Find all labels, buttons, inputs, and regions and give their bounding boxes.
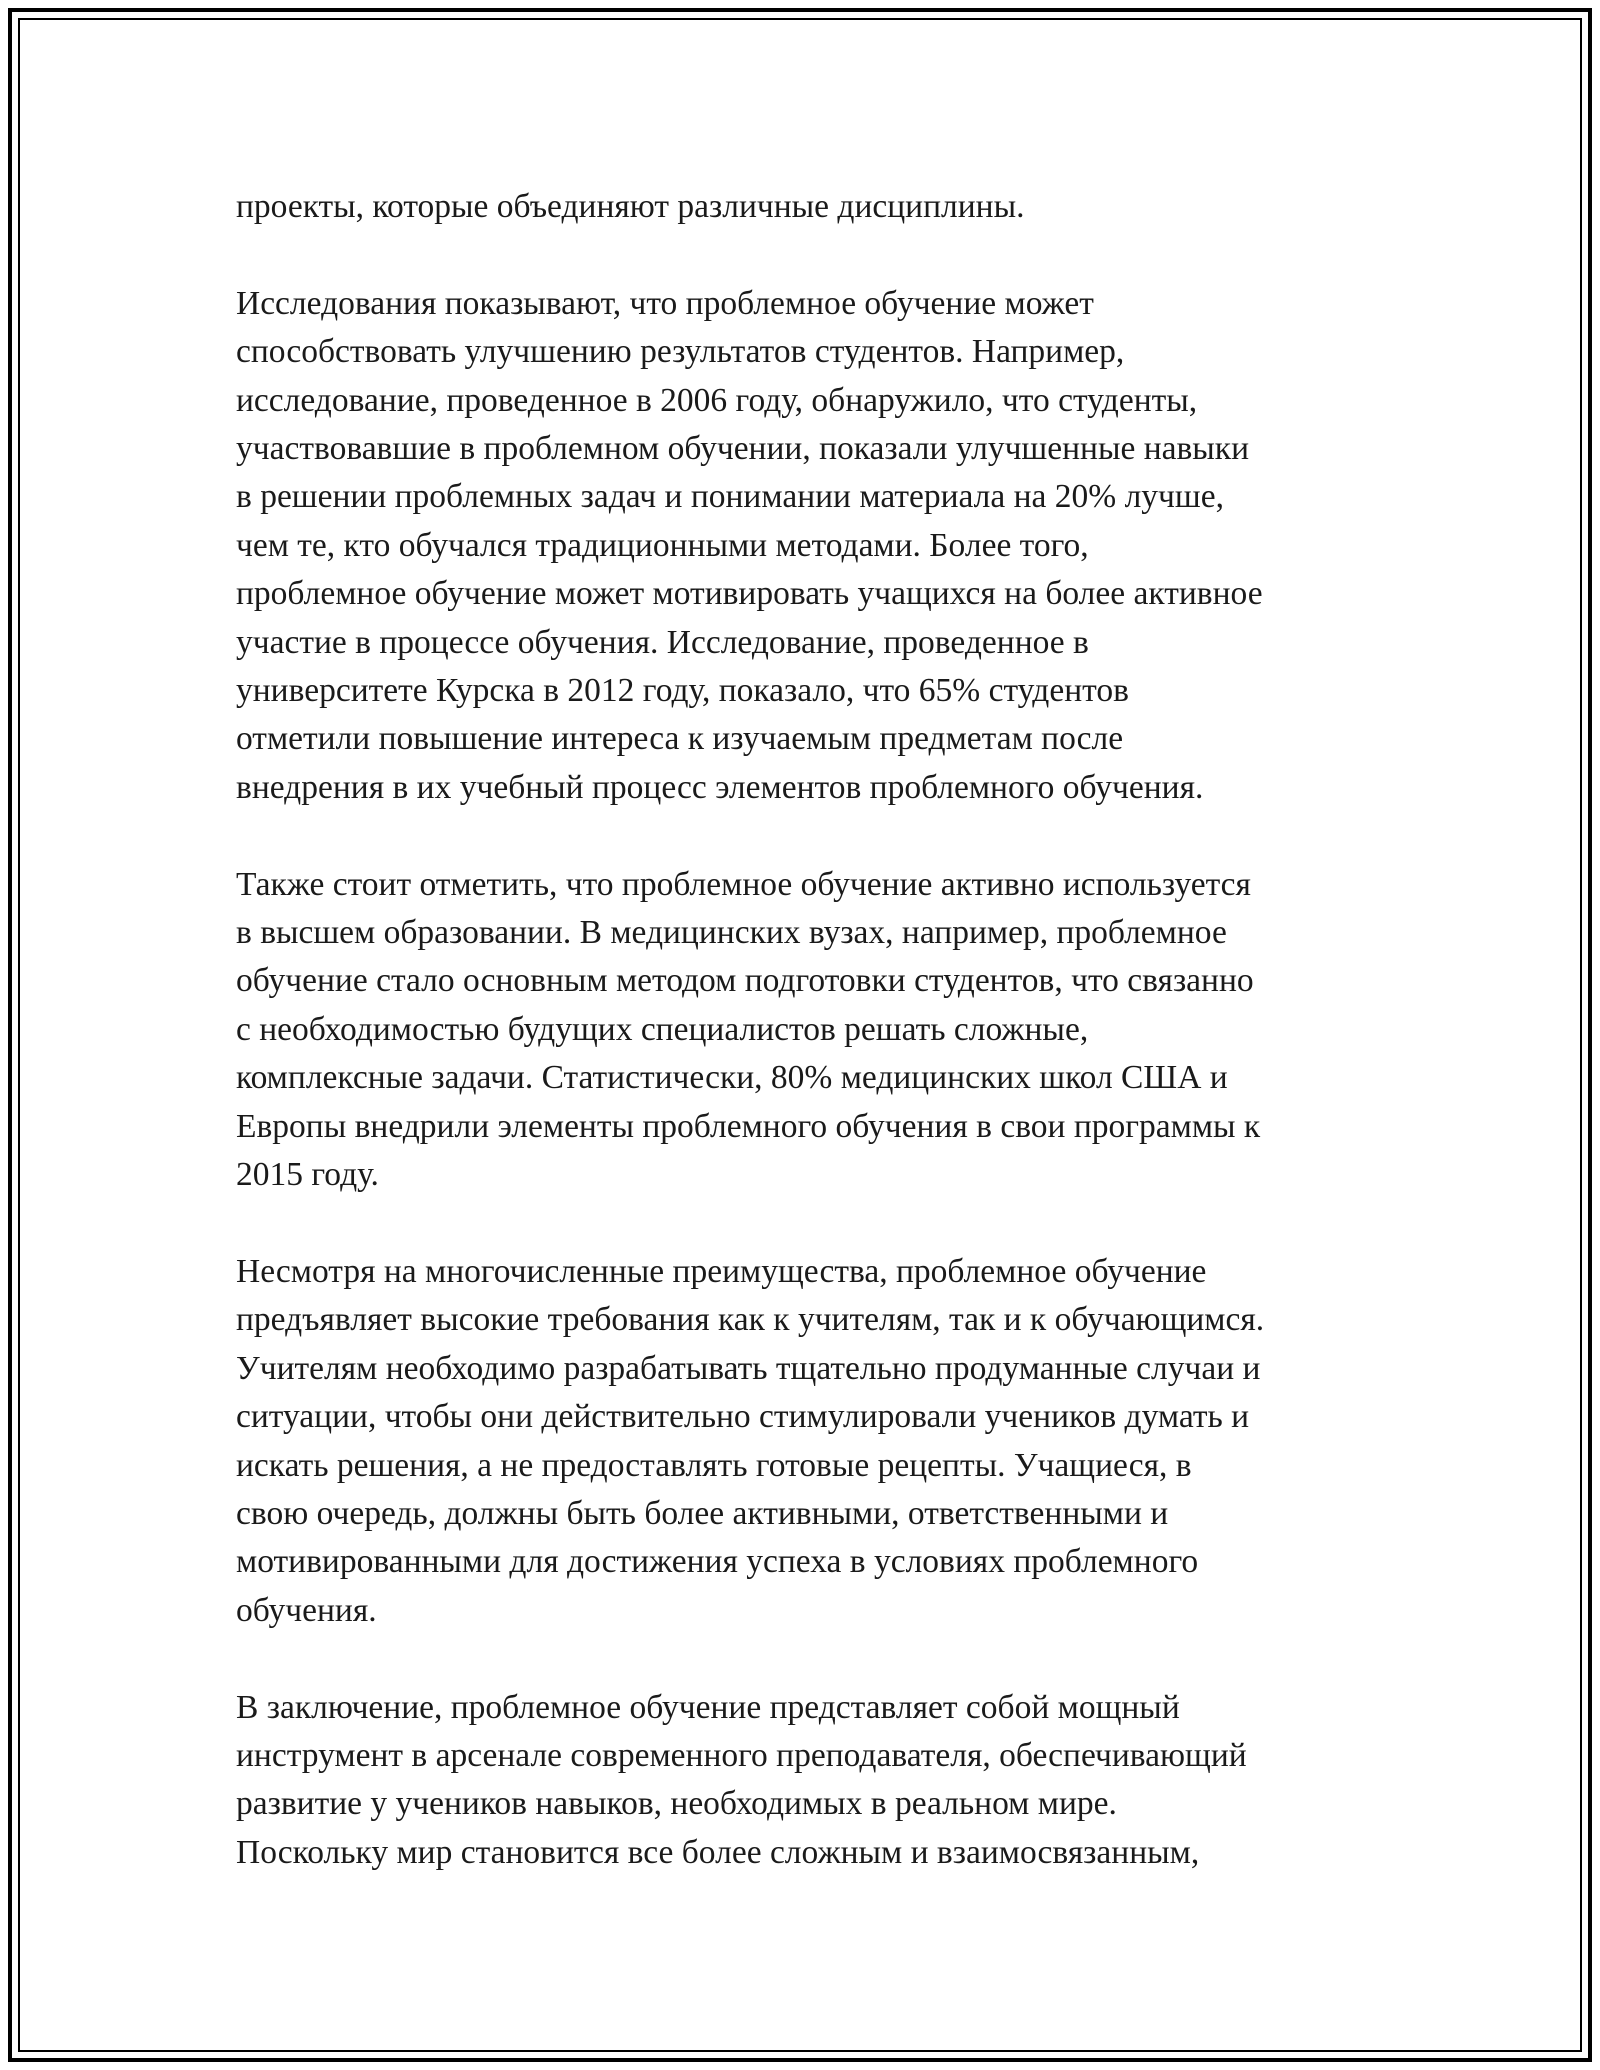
text-line: внедрения в их учебный процесс элементов проблемного обучения. [236,768,1204,806]
text-line: исследование, проведенное в 2006 году, обнаружило, что студенты, [236,381,1198,419]
text-line: 2015 году. [236,1156,379,1194]
text-line: Поскольку мир становится все более сложным и взаимосвязанным, [236,1833,1200,1871]
text-line: Европы внедрили элементы проблемного обучения в свои программы к [236,1107,1261,1145]
text-line: Также стоит отметить, что проблемное обучение активно используется [236,865,1251,903]
paragraph-4 [236,1248,1386,1635]
text-line: предъявляет высокие требования как к учителям, так и к обучающимся. [236,1301,1265,1339]
paragraph-2 [236,280,1386,812]
text-line: обучения. [236,1591,377,1629]
text-line: участие в процессе обучения. Исследование, проведенное в [236,623,1089,661]
paragraph-1 [236,183,1386,231]
text-line: свою очередь, должны быть более активными, ответственными и [236,1494,1169,1532]
text-line: развитие у учеников навыков, необходимых в реальном мире. [236,1785,1117,1823]
text-line: в высшем образовании. В медицинских вузах, например, проблемное [236,914,1227,952]
text-line: мотивированными для достижения успеха в условиях проблемного [236,1543,1199,1581]
text-line: ситуации, чтобы они действительно стимулировали учеников думать и [236,1398,1250,1436]
text-line: Несмотря на многочисленные преимущества, проблемное обучение [236,1252,1207,1290]
text-line: В заключение, проблемное обучение представляет собой мощный [236,1688,1180,1726]
document-body [236,183,1386,1926]
text-line: обучение стало основным методом подготовки студентов, что связанно [236,962,1254,1000]
text-line: с необходимостью будущих специалистов решать сложные, [236,1010,1089,1048]
text-line: инструмент в арсенале современного преподавателя, обеспечивающий [236,1736,1247,1774]
text-line: Исследования показывают, что проблемное обучение может [236,284,1094,322]
text-line: Учителям необходимо разрабатывать тщательно продуманные случаи и [236,1349,1261,1387]
text-line: комплексные задачи. Статистически, 80% медицинских школ США и [236,1059,1228,1097]
text-line: проекты, которые объединяют различные дисциплины. [236,188,1025,225]
text-line: искать решения, а не предоставлять готовые рецепты. Учащиеся, в [236,1446,1192,1484]
text-line: отметили повышение интереса к изучаемым предметам после [236,720,1124,758]
text-line: способствовать улучшению результатов студентов. Например, [236,333,1125,371]
text-line: в решении проблемных задач и понимании материала на 20% лучше, [236,478,1224,516]
paragraph-5 [236,1684,1386,1878]
paragraph-3 [236,861,1386,1200]
text-line: участвовавшие в проблемном обучении, показали улучшенные навыки [236,430,1250,468]
text-line: чем те, кто обучался традиционными методами. Более того, [236,526,1089,564]
text-line: университете Курска в 2012 году, показало, что 65% студентов [236,672,1129,710]
text-line: проблемное обучение может мотивировать учащихся на более активное [236,575,1263,613]
